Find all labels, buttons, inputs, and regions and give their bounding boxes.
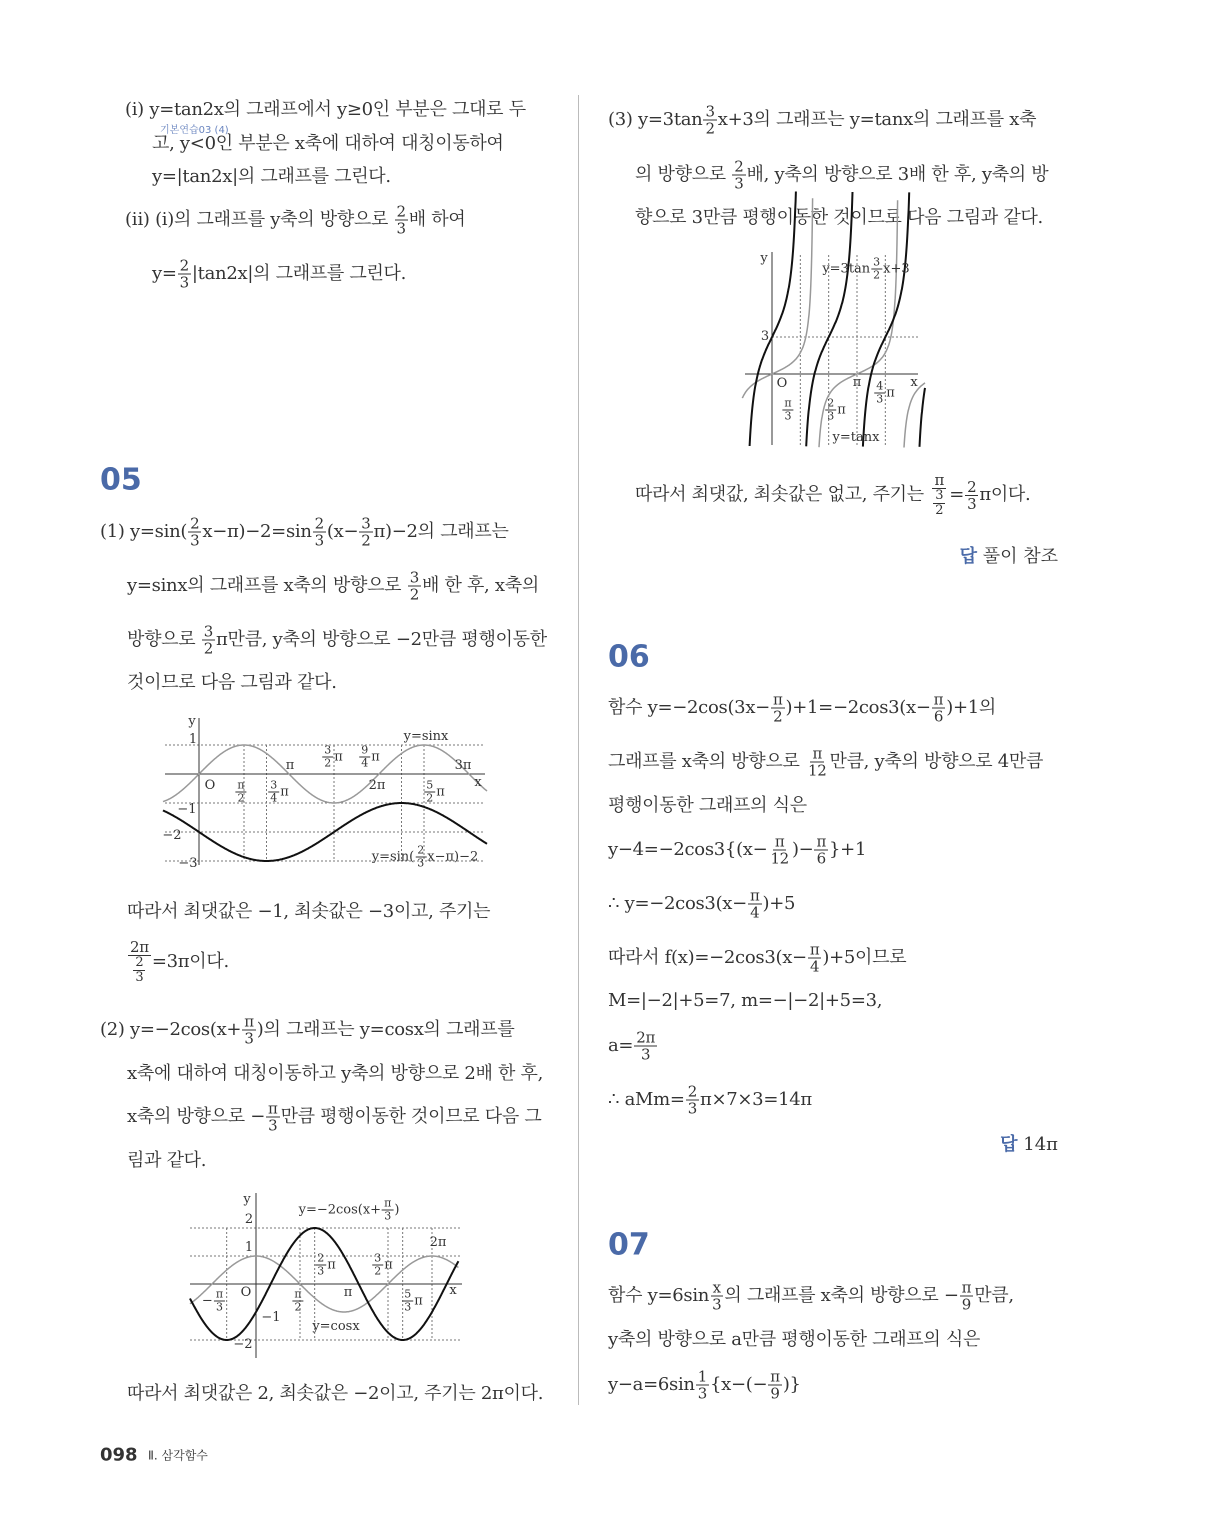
text-run: 것이므로 다음 그림과 같다. (127, 672, 337, 693)
fraction (268, 780, 279, 805)
text-run: π (809, 940, 820, 959)
text-run: x (910, 375, 918, 390)
graph-label (267, 780, 289, 805)
text-run: −2 (233, 1337, 253, 1352)
text-run: 의 그래프를 x축의 방향으로 − (724, 1285, 959, 1306)
graph-label (245, 1241, 253, 1255)
graph-label (401, 1289, 423, 1314)
graph-label (162, 829, 181, 843)
graph-label (243, 1193, 250, 1207)
text-run: 2 (179, 256, 189, 275)
fraction (359, 745, 370, 770)
text-run: 만큼, y축의 방향으로 4만큼 (829, 751, 1044, 772)
text-run: =3π이다. (151, 951, 229, 972)
graph-label (261, 1311, 280, 1325)
text-run: 9 (961, 1295, 972, 1314)
fraction (322, 745, 333, 770)
text-run: π (371, 749, 380, 765)
text-run: 3 (190, 531, 200, 550)
text-run: 따라서 최댓값은 −1, 최솟값은 −3이고, 주기는 (127, 901, 491, 922)
text-run: x (449, 1283, 457, 1298)
text-run: 3 (935, 488, 944, 503)
text-run: π (933, 690, 944, 709)
text-run: 6 (933, 707, 944, 726)
text-run: π (837, 402, 846, 418)
text-run: π×7×3=14π (699, 1089, 812, 1110)
text-run: π (237, 778, 245, 792)
text-run: π)−2의 그래프는 (373, 521, 509, 542)
graph-label (291, 1289, 304, 1314)
answer-text: 14π (1023, 1134, 1058, 1155)
text-run: 배 한 후, x축의 (421, 575, 539, 596)
text-run: 2 (687, 1082, 697, 1101)
text-run: (ⅱ) (ⅰ)의 그래프를 y축의 방향으로 (125, 209, 394, 230)
text-run: 4 (876, 379, 884, 393)
text-run: 3 (270, 778, 278, 792)
text-run: 2 (190, 514, 200, 533)
fraction (315, 1253, 326, 1278)
text-run: 2 (314, 514, 324, 533)
text-run: 2 (773, 707, 783, 726)
text-run: 4 (361, 756, 369, 770)
text-run: 따라서 최댓값은 2, 최솟값은 −2이고, 주기는 2π이다. (127, 1383, 544, 1404)
fraction (235, 780, 246, 805)
graph-label (822, 257, 909, 282)
text-run: 2 (374, 1264, 382, 1278)
text-run: 2π (429, 1235, 447, 1250)
text-run: 3 (409, 568, 419, 587)
text-run: 3 (215, 1300, 223, 1314)
fraction (292, 1289, 303, 1314)
text-run: (2) y=−2cos(x+ (100, 1019, 242, 1040)
graph-label (189, 733, 197, 747)
text-run: 3 (760, 329, 770, 344)
text-run: x−π)−2 (427, 849, 479, 865)
text-run: ) (394, 1202, 400, 1218)
text-run: 의 방향으로 (635, 164, 732, 185)
fraction (214, 1289, 225, 1314)
text-run: 12 (808, 761, 827, 780)
text-run: y−a=6sin (608, 1374, 695, 1395)
text-run: π (334, 749, 343, 765)
text-run: π (414, 1293, 423, 1309)
text-run: y (188, 714, 196, 729)
graph-label (781, 398, 794, 423)
fraction (424, 780, 435, 805)
graph-label (833, 431, 880, 445)
graph-label (824, 398, 846, 423)
text-run: y=cosx (312, 1319, 360, 1334)
text-run: 향으로 3만큼 평행이동한 것이므로 다음 그림과 같다. (635, 207, 1043, 228)
text-run: π (384, 1196, 392, 1210)
text-run: 2 (827, 396, 835, 410)
graph-label (188, 715, 195, 729)
text-run: 2 (967, 477, 977, 496)
text-run: 3 (396, 219, 406, 238)
text-run: π (770, 1367, 780, 1386)
text-run: 그래프를 x축의 방향으로 (608, 751, 805, 772)
text-run: 2 (935, 503, 944, 518)
text-run: π이다. (979, 484, 1031, 505)
text-run: 2 (317, 1251, 325, 1265)
text-run: 고, y<0인 부분은 x축에 대하여 대칭이동하여 (152, 133, 504, 154)
fraction (402, 1289, 413, 1314)
text-run: − (201, 1293, 213, 1309)
text-run: x+3 (883, 261, 910, 277)
text-run: 4 (809, 957, 820, 976)
text-run: y축의 방향으로 a만큼 평행이동한 그래프의 식은 (608, 1329, 981, 1350)
text-run: 3 (697, 1384, 707, 1403)
text-run: 평행이동한 그래프의 식은 (608, 795, 807, 816)
graph-label (369, 779, 386, 793)
graph-label (777, 377, 788, 391)
text-run: 2 (294, 1300, 302, 1314)
text-run: π (327, 1257, 336, 1273)
text-run: 3 (324, 743, 332, 757)
text-run: 3 (244, 1029, 254, 1048)
text-run: 3 (641, 1045, 651, 1064)
problem-heading-05: 05 (100, 462, 142, 498)
text-run: 따라서 f(x)=−2cos3(x− (608, 947, 807, 968)
reference-tag[interactable]: 기본연습03 (4) (160, 125, 229, 136)
graph-label (761, 330, 769, 344)
text-run: π (774, 832, 785, 851)
fraction (871, 257, 882, 282)
problem-heading-07: 07 (608, 1227, 650, 1263)
text-run: 만큼, (974, 1285, 1014, 1306)
text-run: 2 (409, 585, 419, 604)
graph-label (178, 857, 197, 871)
text-run: π (772, 690, 783, 709)
text-run: )− (791, 839, 814, 860)
text-run: 1 (697, 1367, 707, 1386)
text-run: 2 (734, 157, 744, 176)
text-run: π (812, 744, 823, 763)
text-run: −3 (178, 856, 198, 871)
text-run: π (343, 1285, 353, 1300)
text-run: 2 (396, 202, 406, 221)
text-run: x (474, 775, 482, 790)
text-run: y=sin( (371, 849, 415, 865)
text-run: 3 (374, 1251, 382, 1265)
text-run: 배 하여 (408, 209, 466, 230)
text-run: 2 (705, 119, 715, 138)
text-run: 3 (361, 514, 371, 533)
text-run: (x− (326, 521, 359, 542)
text-run: π (294, 1287, 302, 1301)
text-run: π (886, 385, 895, 401)
fraction (874, 381, 885, 406)
text-run: 3 (687, 1099, 697, 1118)
text-run: π (280, 784, 289, 800)
text-run: )+5이므로 (822, 947, 907, 968)
graph-label (245, 1213, 253, 1227)
text-run: 4 (270, 791, 278, 805)
text-run: 2π (368, 778, 386, 793)
text-run: x+3의 그래프는 y=tanx의 그래프를 x축 (717, 109, 1037, 130)
text-run: y= (152, 263, 177, 284)
text-run: π만큼, y축의 방향으로 −2만큼 평행이동한 (216, 629, 547, 650)
text-run: 방향으로 (127, 629, 201, 650)
text-run: (ⅰ) y=tan2x의 그래프에서 y≥0인 부분은 그대로 두 (125, 99, 526, 120)
text-run: 2 (417, 843, 425, 857)
text-run: (1) y=sin( (100, 521, 188, 542)
text-run: a= (608, 1035, 634, 1056)
text-run: 함수 y=6sin (608, 1285, 710, 1306)
text-run: x (712, 1278, 721, 1297)
text-run: π (784, 396, 792, 410)
text-run: y=3tan (822, 261, 871, 277)
text-run: π (244, 1012, 254, 1031)
text-run: 2 (361, 531, 371, 550)
text-run: x−π)−2=sin (202, 521, 312, 542)
text-run: y=sinx (403, 729, 449, 744)
text-run: y=sinx의 그래프를 x축의 방향으로 (127, 575, 407, 596)
text-run: π (436, 784, 445, 800)
text-run: π (934, 471, 945, 489)
text-run: 2 (426, 791, 434, 805)
text-run: y=−2cos(x+ (298, 1202, 382, 1218)
graph-label (299, 1198, 400, 1223)
text-run: y=tanx (832, 430, 880, 445)
text-run: 2 (135, 955, 144, 970)
fraction (825, 398, 836, 423)
text-run: M=|−2|+5=7, m=−|−2|+5=3, (608, 990, 883, 1011)
text-run: )+1의 (946, 697, 996, 718)
fraction (415, 845, 426, 870)
fraction (382, 1198, 393, 1223)
text-run: 12 (770, 849, 789, 868)
text-run: 9 (361, 743, 369, 757)
text-run: 3 (712, 1295, 722, 1314)
text-run: 만큼 평행이동한 것이므로 다음 그 (280, 1106, 542, 1127)
text-run: −2 (162, 828, 182, 843)
text-run: 3 (317, 1264, 325, 1278)
text-run: 3 (873, 255, 881, 269)
text-run: |tan2x|의 그래프를 그린다. (191, 263, 407, 284)
text-run: 3 (384, 1209, 392, 1223)
text-run: 3 (827, 409, 835, 423)
graph-label (853, 376, 862, 390)
text-run: x축에 대하여 대칭이동하고 y축의 방향으로 2배 한 후, (127, 1063, 544, 1084)
answer-text: 풀이 참조 (982, 546, 1058, 567)
text-run: O (240, 1285, 252, 1300)
text-run: y−4=−2cos3{(x− (608, 839, 768, 860)
text-run: }+1 (829, 839, 867, 860)
text-run: 5 (426, 778, 434, 792)
text-run: 3 (876, 392, 884, 406)
text-run: −1 (261, 1310, 281, 1325)
chapter-title: Ⅱ. 삼각함수 (148, 1448, 208, 1463)
graph-label (371, 1253, 393, 1278)
text-run: 9 (770, 1384, 780, 1403)
text-run: π (268, 1099, 278, 1118)
graph-label (873, 381, 895, 406)
text-run: 3 (734, 174, 744, 193)
text-run: = (949, 484, 965, 505)
text-run: 3 (784, 409, 792, 423)
graph-label (760, 252, 767, 266)
text-run: 함수 y=−2cos(3x− (608, 697, 770, 718)
text-run: 1 (244, 1240, 254, 1255)
text-run: 3 (404, 1300, 412, 1314)
text-run: ∴ aMm= (608, 1089, 685, 1110)
graph-label (241, 1286, 252, 1300)
text-run: 따라서 최댓값, 최솟값은 없고, 주기는 (635, 484, 930, 505)
text-run: y=|tan2x|의 그래프를 그린다. (152, 166, 391, 187)
graph-label (455, 759, 472, 773)
text-run: 배, y축의 방향으로 3배 한 후, y축의 방 (746, 164, 1049, 185)
text-run: 5 (404, 1287, 412, 1301)
graph-label (234, 780, 247, 805)
text-run: π (285, 758, 295, 773)
text-run: 3 (417, 856, 425, 870)
text-run: x축의 방향으로 − (127, 1106, 266, 1127)
graph-label (423, 780, 445, 805)
text-run: )} (782, 1374, 801, 1395)
text-run: 1 (188, 732, 198, 747)
problem-heading-06: 06 (608, 639, 650, 675)
text-run: 2 (237, 791, 245, 805)
text-run: 2 (873, 268, 881, 282)
text-run: (3) y=3tan (608, 109, 703, 130)
text-run: 6 (816, 849, 826, 868)
answer-key: 답 (1000, 1134, 1018, 1155)
text-run: O (776, 376, 788, 391)
graph-label (404, 730, 449, 744)
fraction (372, 1253, 383, 1278)
graph-label (202, 1289, 226, 1314)
text-run: 2π (636, 1028, 656, 1047)
text-run: 3 (179, 273, 189, 292)
text-run: 2π (130, 938, 149, 956)
text-run: y (243, 1192, 251, 1207)
fraction (782, 398, 793, 423)
graph-label (358, 745, 380, 770)
graph-label (430, 1236, 447, 1250)
text-run: π (749, 886, 760, 905)
graph-label (372, 845, 479, 870)
text-run: 2 (244, 1212, 254, 1227)
text-run: {x−(− (709, 1374, 768, 1395)
text-run: y (760, 251, 768, 266)
text-run: )+5 (762, 893, 796, 914)
graph-label (312, 1320, 359, 1334)
answer-key: 답 (959, 546, 977, 567)
text-run: 3 (967, 494, 977, 513)
text-run: 3π (454, 758, 472, 773)
text-run: 2 (324, 756, 332, 770)
text-run: )+1=−2cos3(x− (785, 697, 931, 718)
graph-label (314, 1253, 336, 1278)
graph-label (910, 376, 917, 390)
text-run: 림과 같다. (127, 1150, 207, 1171)
text-run: 3 (135, 970, 144, 985)
graph-label (205, 779, 216, 793)
graph-label (233, 1338, 252, 1352)
text-run: 4 (750, 903, 760, 922)
page-number: 098 (100, 1444, 138, 1466)
text-run: −1 (177, 802, 197, 817)
text-run: π (215, 1287, 224, 1301)
text-run: 3 (705, 102, 715, 121)
graph-label (321, 745, 343, 770)
text-run: O (204, 778, 216, 793)
text-run: 3 (314, 531, 324, 550)
graph-label (177, 803, 196, 817)
text-run: 2 (203, 639, 214, 658)
graph-label (449, 1284, 456, 1298)
text-run: ∴ y=−2cos3(x− (608, 893, 747, 914)
text-run: 3 (203, 622, 214, 641)
graph-label (286, 759, 295, 773)
text-run: π (384, 1257, 393, 1273)
text-run: π (852, 375, 862, 390)
text-run: )의 그래프는 y=cosx의 그래프를 (256, 1019, 515, 1040)
text-run: 3 (268, 1116, 278, 1135)
text-run: π (816, 832, 827, 851)
text-run: π (961, 1278, 972, 1297)
graph-label (474, 776, 481, 790)
graph-label (344, 1286, 353, 1300)
